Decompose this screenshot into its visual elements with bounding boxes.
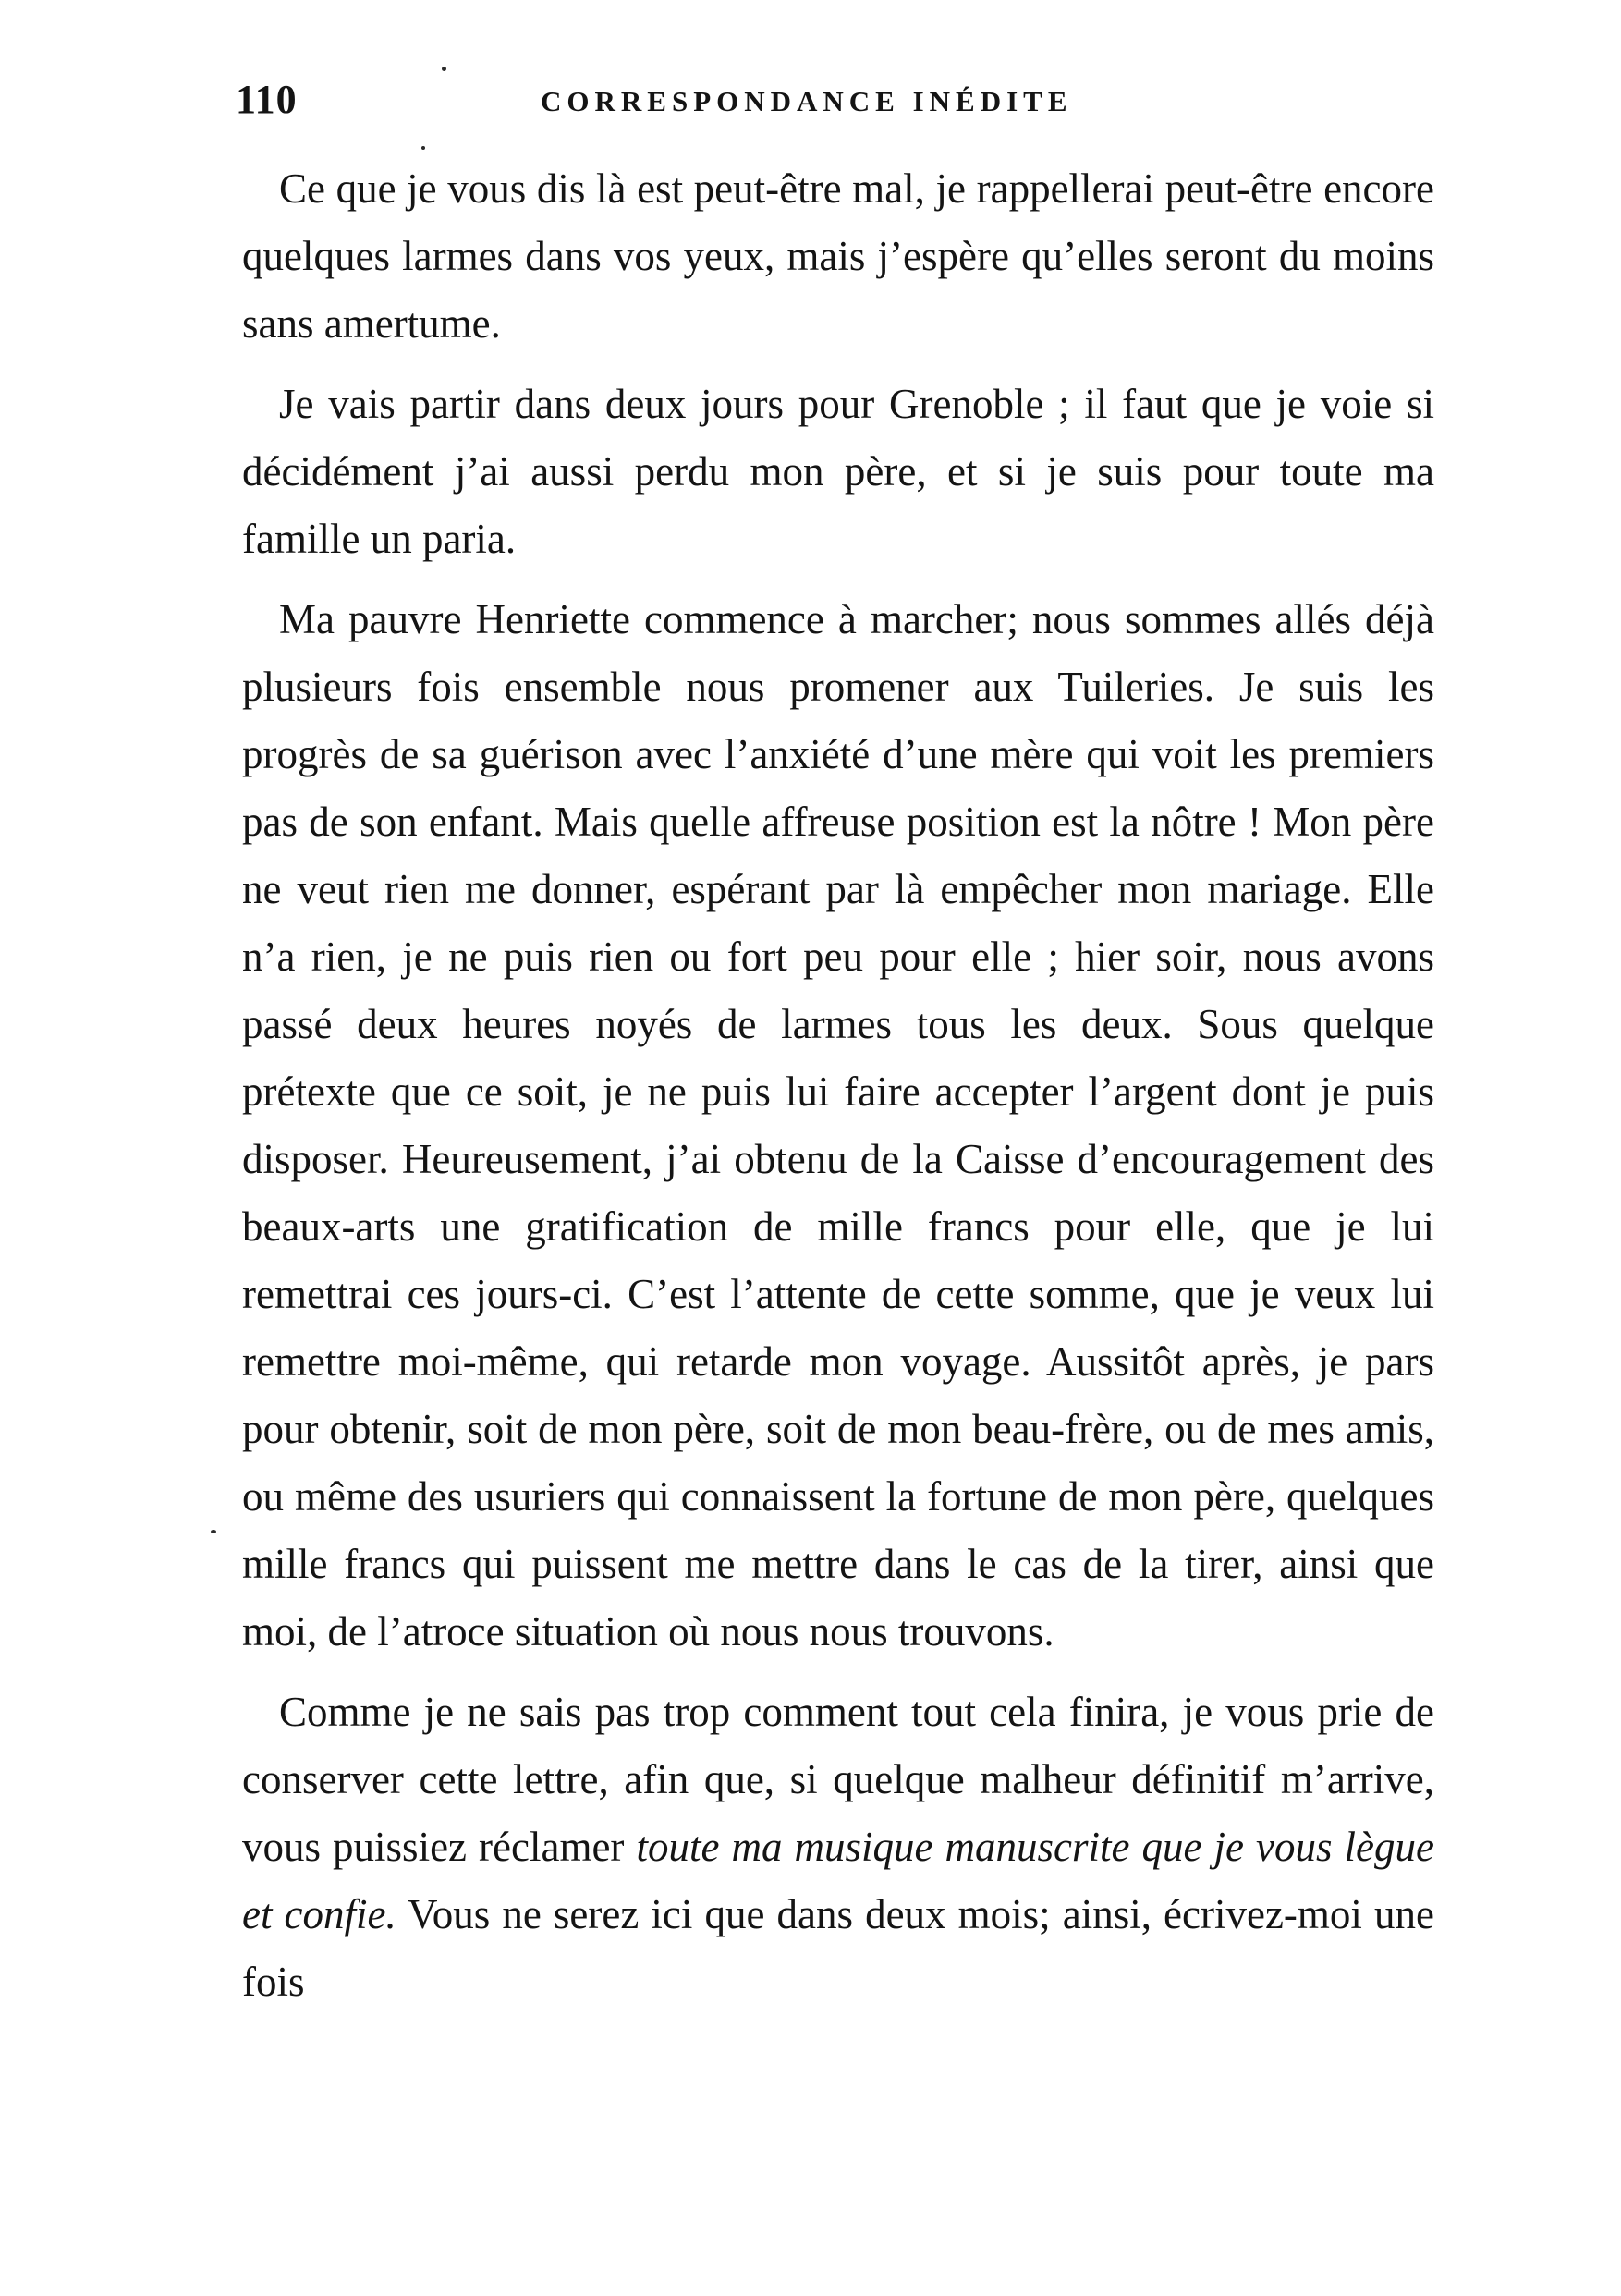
- paragraph-4-italic: toute ma musique manuscrite que je vous lègue et confie.: [242, 1824, 1434, 1937]
- page-header: [236, 76, 1437, 131]
- paragraph-3: Ma pauvre Henriette commence à marcher; nous sommes allés déjà plusieurs fois ensemble nous promener aux Tuileries. Je suis les progrès de sa guérison avec l’anxiété d’une mère qui voit les premiers pas de son enfant. Mais quelle affreuse position est la nôtre ! Mon père ne veut rien me donner, espérant par là empêcher mon mariage. Elle n’a rien, je ne puis rien ou fort peu pour elle ; hier soir, nous avons passé deux heures noyés de larmes tous les deux. Sous quelque prétexte que ce soit, je ne puis lui faire accepter l’argent dont je puis disposer. Heureusement, j’ai obtenu de la Caisse d’encouragement des beaux-arts une gratification de mille francs pour elle, que je lui remettrai ces jours-ci. C’est l’attente de cette somme, que je veux lui remettre moi-même, qui retarde mon voyage. Aussitôt après, je pars pour obtenir, soit de mon père, soit de mon beau-frère, ou de mes amis, ou même des usuriers qui connaissent la fortune de mon père, quelques mille francs qui puissent me mettre dans le cas de la tirer, ainsi que moi, de l’atroce situation où nous nous trouvons.: [242, 596, 1434, 1655]
- print-speck: [211, 1530, 216, 1533]
- paragraph-2: Je vais partir dans deux jours pour Grenoble ; il faut que je voie si décidément j’ai aussi perdu mon père, et si je suis pour toute ma famille un paria.: [242, 381, 1434, 562]
- body-text: [242, 155, 1434, 2029]
- print-speck: [421, 146, 425, 150]
- paragraph-4-start: Comme je ne sais pas trop comment tout cela finira, je vous prie de conserver cette lettre, afin que, si quelque malheur définitif m’arrive, vous puissiez réclamer: [242, 1689, 1434, 1870]
- paragraph-4-end: Vous ne serez ici que dans deux mois; ainsi, écrivez-moi une fois: [242, 1891, 1434, 2005]
- paragraph-4: [242, 1679, 1434, 2016]
- page-number: 110: [236, 77, 298, 122]
- paragraph-1: Ce que je vous dis là est peut-être mal, je rappellerai peut-être encore quelques larmes dans vos yeux, mais j’espère qu’elles seront du moins sans amertume.: [242, 165, 1434, 347]
- running-title: CORRESPONDANCE INÉDITE: [541, 85, 1073, 117]
- print-speck: [442, 67, 446, 71]
